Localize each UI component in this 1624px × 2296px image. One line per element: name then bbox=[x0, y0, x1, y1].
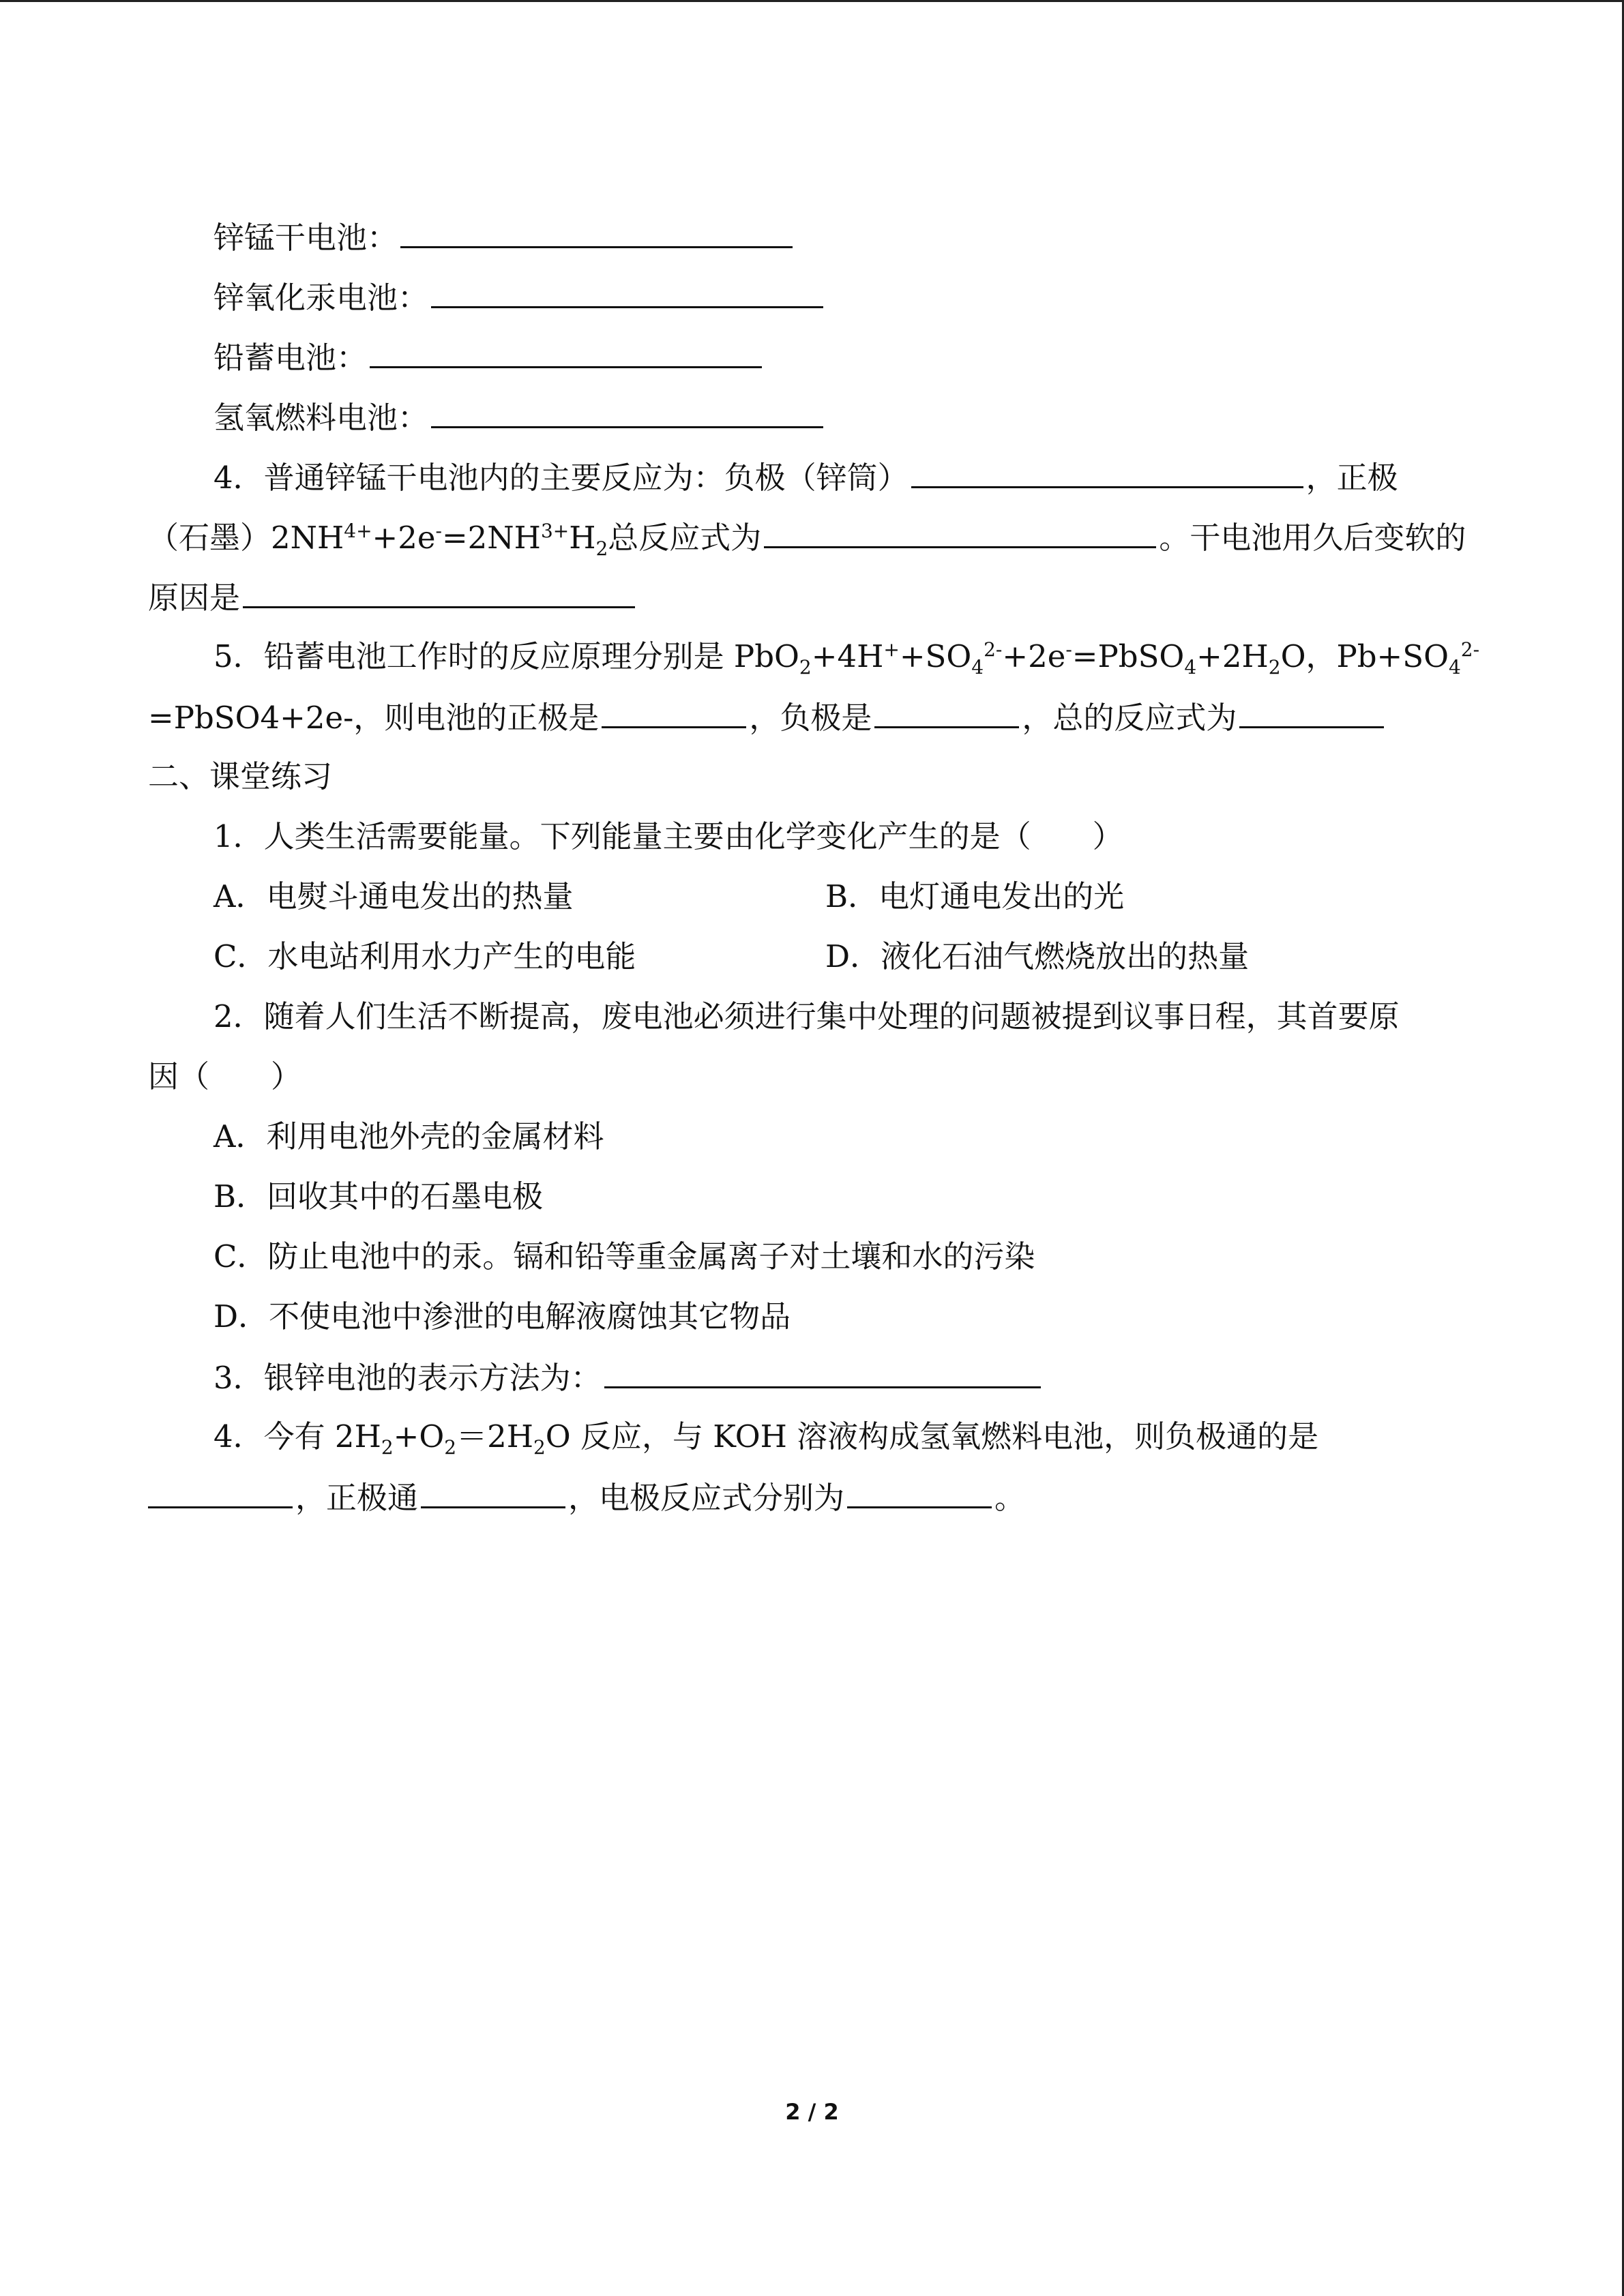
p2-option-b-text: B．回收其中的石墨电极 bbox=[213, 1178, 544, 1214]
line-zinc-mercury bbox=[213, 276, 826, 317]
q4-text-8: 。干电池用久后变软的 bbox=[1159, 520, 1466, 556]
q4-text-4: +2e bbox=[372, 520, 436, 556]
q4-text-6: H bbox=[569, 520, 596, 556]
answer-blank-p3[interactable] bbox=[604, 1356, 1041, 1388]
label-zinc-mercury: 锌氧化汞电池： bbox=[213, 280, 429, 316]
label-lead-acid: 铅蓄电池： bbox=[213, 340, 368, 376]
page-number: 2 / 2 bbox=[785, 2099, 839, 2125]
p2-stem-2: 因（ ） bbox=[148, 1058, 302, 1094]
p1-option-a[interactable] bbox=[213, 876, 574, 917]
answer-blank-zinc-mercury[interactable] bbox=[431, 276, 823, 308]
p4-text-3: ＝2H bbox=[456, 1418, 533, 1455]
p1-option-c[interactable] bbox=[213, 936, 636, 977]
answer-blank-p4-positive[interactable] bbox=[421, 1476, 565, 1508]
p1-option-d[interactable] bbox=[825, 936, 1249, 977]
q5-text-5: =PbSO bbox=[1072, 638, 1185, 674]
q4-sup-1: 4+ bbox=[344, 520, 372, 542]
question-5-line-2 bbox=[148, 696, 1387, 737]
practice-question-1 bbox=[213, 816, 1123, 857]
q5-text-8: =PbSO4+2e-，则电池的正极是 bbox=[148, 700, 600, 736]
q5-text-3: +SO bbox=[899, 638, 972, 674]
p4-sub-3: 2 bbox=[533, 1436, 546, 1459]
practice-question-3 bbox=[213, 1356, 1044, 1397]
q4-text-7: 总反应式为 bbox=[608, 520, 762, 556]
p4-text-1: 4．今有 2H bbox=[213, 1418, 381, 1455]
practice-question-2-line-2 bbox=[148, 1056, 301, 1097]
practice-question-2-line-1 bbox=[213, 996, 1400, 1037]
question-4-line-2 bbox=[148, 516, 1466, 560]
q4-sup-2: - bbox=[435, 520, 442, 542]
section-title: 二、课堂练习 bbox=[148, 758, 333, 794]
q5-sup-2: 2- bbox=[984, 638, 1003, 661]
q4-text-1: 4．普通锌锰干电池内的主要反应为：负极（锌筒） bbox=[213, 460, 909, 496]
answer-blank-hydrogen-oxygen[interactable] bbox=[431, 396, 823, 428]
p2-stem-1: 2．随着人们生活不断提高，废电池必须进行集中处理的问题被提到议事日程，其首要原 bbox=[213, 998, 1400, 1034]
answer-blank-q4-negative[interactable] bbox=[911, 456, 1303, 488]
p2-option-a[interactable] bbox=[213, 1116, 604, 1157]
q5-text-4: +2e bbox=[1002, 638, 1066, 674]
p2-option-d[interactable] bbox=[213, 1296, 791, 1337]
q4-text-3: （石墨）2NH bbox=[148, 520, 344, 556]
p4-text-2: +O bbox=[393, 1418, 445, 1455]
line-hydrogen-oxygen bbox=[213, 396, 826, 437]
q4-sub-1: 2 bbox=[595, 537, 608, 560]
p4-text-4: O 反应，与 KOH 溶液构成氢氧燃料电池，则负极通的是 bbox=[545, 1418, 1319, 1455]
p2-option-b[interactable] bbox=[213, 1176, 543, 1217]
q5-text-7: O，Pb+SO bbox=[1280, 638, 1449, 674]
label-zinc-manganese: 锌锰干电池： bbox=[213, 220, 398, 256]
answer-blank-q5-positive[interactable] bbox=[602, 696, 746, 728]
p1-option-b[interactable] bbox=[825, 876, 1124, 917]
q4-text-5: =2NH bbox=[441, 520, 541, 556]
practice-question-4-line-2 bbox=[148, 1476, 1025, 1517]
q4-text-2: ，正极 bbox=[1305, 460, 1398, 496]
p2-option-c-text: C．防止电池中的汞。镉和铅等重金属离子对土壤和水的污染 bbox=[213, 1238, 1035, 1274]
label-hydrogen-oxygen: 氢氧燃料电池： bbox=[213, 400, 429, 436]
p1-option-d-text: D．液化石油气燃烧放出的热量 bbox=[825, 938, 1250, 974]
q5-text-2: +4H bbox=[811, 638, 884, 674]
q5-sub-4: 2 bbox=[1268, 656, 1281, 679]
q5-sub-1: 2 bbox=[799, 656, 812, 679]
p1-stem: 1．人类生活需要能量。下列能量主要由化学变化产生的是（ ） bbox=[213, 818, 1123, 854]
p4-text-7: 。 bbox=[994, 1480, 1026, 1516]
p1-option-b-text: B．电灯通电发出的光 bbox=[825, 878, 1125, 914]
q5-sup-3: - bbox=[1065, 638, 1072, 661]
line-lead-acid bbox=[213, 336, 765, 377]
question-4-line-3 bbox=[148, 576, 638, 617]
p4-sub-1: 2 bbox=[381, 1436, 394, 1459]
p1-option-c-text: C．水电站利用水力产生的电能 bbox=[213, 938, 636, 974]
answer-blank-p4-equations[interactable] bbox=[847, 1476, 992, 1508]
q5-text-9: ，负极是 bbox=[749, 700, 872, 736]
q5-sub-3: 4 bbox=[1184, 656, 1197, 679]
question-4-line-1 bbox=[213, 456, 1398, 497]
p1-option-a-text: A．电熨斗通电发出的热量 bbox=[213, 878, 574, 914]
q4-sup-3: 3+ bbox=[540, 520, 570, 542]
answer-blank-q4-total[interactable] bbox=[764, 516, 1156, 548]
answer-blank-q4-reason[interactable] bbox=[243, 576, 635, 608]
q5-sup-4: 2- bbox=[1460, 638, 1480, 661]
answer-blank-zinc-manganese[interactable] bbox=[400, 216, 793, 248]
p4-text-5: ，正极通 bbox=[295, 1480, 419, 1516]
q5-sup-1: + bbox=[883, 638, 900, 661]
p2-option-a-text: A．利用电池外壳的金属材料 bbox=[213, 1118, 604, 1154]
p4-text-6: ，电极反应式分别为 bbox=[568, 1480, 845, 1516]
line-zinc-manganese bbox=[213, 216, 795, 257]
section-heading-practice bbox=[148, 756, 332, 797]
question-5-line-1 bbox=[213, 636, 1479, 677]
practice-question-4-line-1 bbox=[213, 1416, 1318, 1457]
q5-sub-5: 4 bbox=[1448, 656, 1461, 679]
p3-stem: 3．银锌电池的表示方法为： bbox=[213, 1360, 602, 1396]
q5-text-6: +2H bbox=[1196, 638, 1269, 674]
q5-text-1: 5．铅蓄电池工作时的反应原理分别是 PbO bbox=[213, 638, 799, 674]
answer-blank-lead-acid[interactable] bbox=[370, 336, 762, 368]
answer-blank-q5-negative[interactable] bbox=[874, 696, 1019, 728]
q5-sub-2: 4 bbox=[971, 656, 984, 679]
p2-option-d-text: D．不使电池中渗泄的电解液腐蚀其它物品 bbox=[213, 1298, 791, 1335]
answer-blank-q5-total[interactable] bbox=[1239, 696, 1384, 728]
p2-option-c[interactable] bbox=[213, 1236, 1035, 1277]
q5-text-10: ，总的反应式为 bbox=[1022, 700, 1237, 736]
p4-sub-2: 2 bbox=[444, 1436, 457, 1459]
answer-blank-p4-negative[interactable] bbox=[148, 1476, 293, 1508]
q4-text-9: 原因是 bbox=[148, 580, 241, 616]
